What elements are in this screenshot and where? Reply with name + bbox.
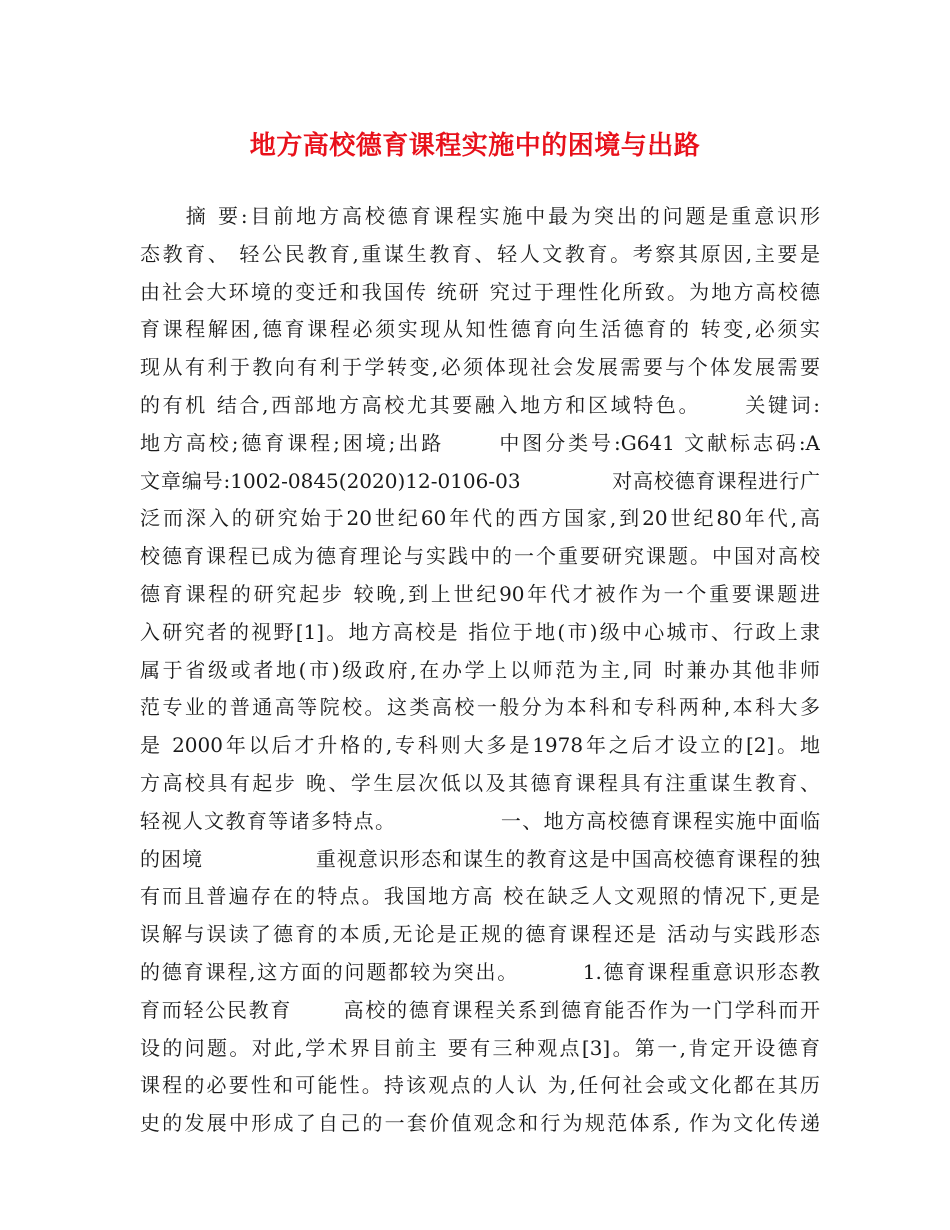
- body-line: 误解与误读了德育的本质,无论是正规的德育课程还是 活动与实践形态: [140, 922, 820, 947]
- body-line: 是 2000年以后才升格的,专科则大多是1978年之后才设立的[2]。地: [140, 733, 820, 758]
- body-line: 方高校具有起步 晚、学生层次低以及其德育课程具有注重谋生教育、: [140, 770, 820, 795]
- body-line: 泛而深入的研究始于20世纪60年代的西方国家,到20世纪80年代,高: [140, 506, 820, 531]
- body-line: 范专业的普通高等院校。这类高校一般分为本科和专科两种,本科大多: [140, 695, 820, 720]
- body-line: 地方高校;德育课程;困境;出路 中图分类号:G641 文献标志码:A: [140, 430, 820, 455]
- body-line: 由社会大环境的变迁和我国传 统研 究过于理性化所致。为地方高校德: [140, 279, 820, 304]
- body-line: 育而轻公民教育 高校的德育课程关系到德育能否作为一门学科而开: [140, 997, 820, 1022]
- body-line: 德育课程的研究起步 较晚,到上世纪90年代才被作为一个重要课题进: [140, 581, 820, 606]
- body-line: 现从有利于教向有利于学转变,必须体现社会发展需要与个体发展需要: [140, 355, 820, 380]
- body-line: 史的发展中形成了自己的一套价值观念和行为规范体系, 作为文化传递: [140, 1111, 820, 1136]
- body-line: 属于省级或者地(市)级政府,在办学上以师范为主,同 时兼办其他非师: [140, 657, 820, 682]
- body-line: 入研究者的视野[1]。地方高校是 指位于地(市)级中心城市、行政上隶: [140, 619, 820, 644]
- body-line: 设的问题。对此,学术界目前主 要有三种观点[3]。第一,肯定开设德育: [140, 1035, 820, 1060]
- body-line: 育课程解困,德育课程必须实现从知性德育向生活德育的 转变,必须实: [140, 317, 820, 342]
- body-line: 的德育课程,这方面的问题都较为突出。 1.德育课程重意识形态教: [140, 959, 820, 984]
- body-line: 课程的必要性和可能性。持该观点的人认 为,任何社会或文化都在其历: [140, 1073, 820, 1098]
- body-line: 轻视人文教育等诸多特点。 一、地方高校德育课程实施中面临: [140, 808, 820, 833]
- body-line: 有而且普遍存在的特点。我国地方高 校在缺乏人文观照的情况下,更是: [140, 884, 820, 909]
- body-line: 的有机 结合,西部地方高校尤其要融入地方和区域特色。 关键词:: [140, 392, 820, 417]
- body-line: 态教育、 轻公民教育,重谋生教育、轻人文教育。考察其原因,主要是: [140, 241, 820, 266]
- body-line: 的困境 重视意识形态和谋生的教育这是中国高校德育课程的独: [140, 846, 820, 871]
- body-line: 摘 要:目前地方高校德育课程实施中最为突出的问题是重意识形: [140, 204, 820, 228]
- body-line: 校德育课程已成为德育理论与实践中的一个重要研究课题。中国对高校: [140, 544, 820, 569]
- body-line: 文章编号:1002-0845(2020)12-0106-03 对高校德育课程进行广: [140, 468, 820, 493]
- document-title: 地方高校德育课程实施中的困境与出路: [249, 131, 701, 161]
- document-body: [140, 198, 820, 1143]
